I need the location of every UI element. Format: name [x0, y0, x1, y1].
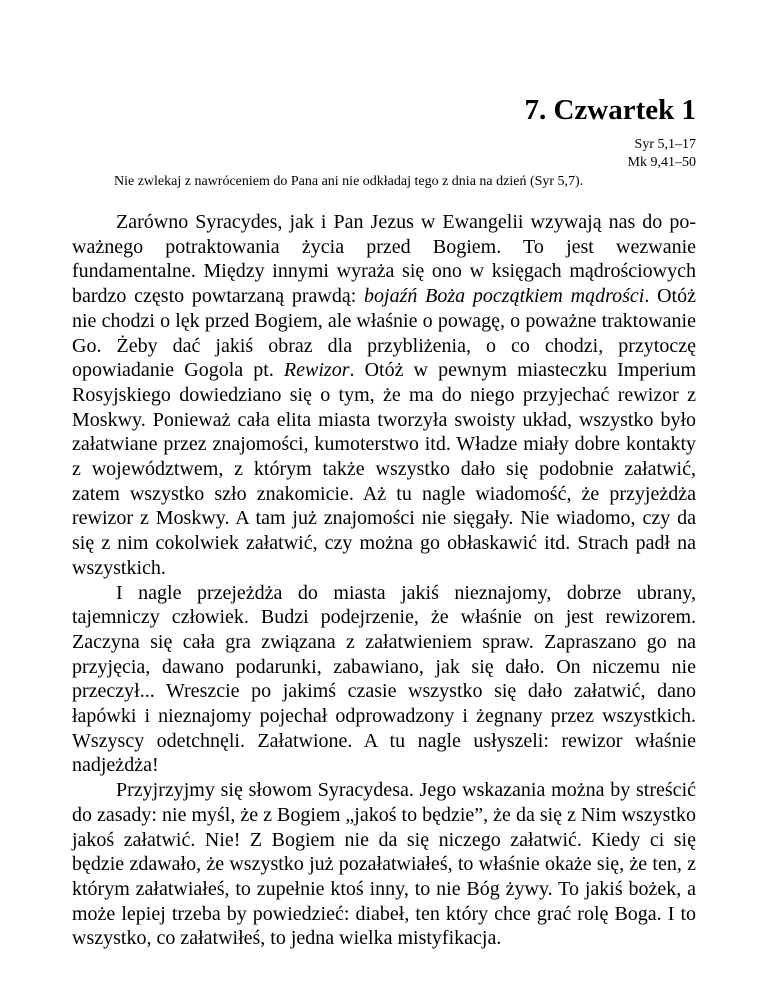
paragraph-1-italic-quote: bojaźń Boża początkiem mądrości [364, 285, 645, 308]
motto-quote: Nie zwlekaj z nawróceniem do Pana ani nie odkładaj tego z dnia na dzień (Syr 5,7). [114, 174, 584, 189]
paragraph-1-text-a: Zarówno Syracydes, jak i Pan Jezus w Ewangelii wzywają nas do po-ważnego potraktowania życia przed Bogiem. To jest wezwanie fundamentalne. Między innymi wyraża się ono w księgach mądrościowych bardzo często powtarzaną prawdą: [72, 211, 696, 308]
paragraph-2: I nagle przejeżdża do miasta jakiś nieznajomy, dobrze ubrany, tajemniczy człowiek. Budzi podejrzenie, że właśnie on jest rewizorem. Zaczyna się cała gra związana z załatwieniem spraw. Zapraszano go na przyjęcia, dawano podarunki, zabawiano, jak się dało. On niczemu nie przeczył... Wreszcie po jakimś czasie wszystko się dało załatwić, dano łapówki i nieznajomy pojechał odprowadzony i żegnany przez wszystkich. Wszyscy odetchnęli. Załatwione. A tu nagle usłyszeli: rewizor właśnie nadjeżdża! [72, 581, 696, 777]
paragraph-1 [72, 210, 696, 581]
scripture-references [628, 136, 696, 172]
paragraph-1-italic-title: Rewizor [283, 359, 350, 382]
paragraph-3: Przyjrzyjmy się słowom Syracydesa. Jego wskazania można by streścić do zasady: nie myśl, że z Bogiem „jakoś to będzie”, że da się z Nim wszystko jakoś załatwić. Nie! Z Bogiem nie da się niczego załatwić. Kiedy ci się będzie zdawało, że wszystko już pozałatwiałeś, to właśnie okaże się, że ten, z którym załatwiałeś, to zupełnie ktoś inny, to nie Bóg żywy. To jakiś bożek, a może lepiej trzeba by powiedzieć: diabeł, ten który chce grać rolę Boga. I to wszystko, co załatwiłeś, to jedna wielka mistyfikacja. [72, 779, 696, 950]
scripture-reference-first-reading: Syr 5,1–17 [634, 137, 696, 152]
chapter-title: 7. Czwartek 1 [524, 94, 696, 126]
paragraph-1-text-c: . Otóż w pewnym miasteczku Imperium Rosyjskiego dowiedziano się o tym, że ma do niego przyjechać rewizor z Moskwy. Ponieważ cała elita miasta tworzyła swoisty układ, wszystko było załatwiane przez znajomości, kumoterstwo itd. Władze miały dobre kontakty z województwem, z którym także wszystko dało się podobnie załatwić, zatem wszystko szło znakomicie. Aż tu nagle wiadomość, że przyjeżdża rewizor z Moskwy. A tam już znajomości nie sięgały. Nie wiadomo, czy da się z nim cokolwiek załatwić, czy można go obłaskawić itd. Strach padł na wszystkich. [72, 359, 696, 579]
body-text [72, 210, 696, 951]
scripture-reference-gospel: Mk 9,41–50 [627, 155, 696, 170]
paragraph-1-text-b: . Otóż nie chodzi o lęk przed Bogiem, ale właśnie o powagę, o poważne traktowanie Go. Żeby dać jakiś obraz dla przybliżenia, o co chodzi, przytoczę opowiadanie Gogola pt. [72, 285, 696, 382]
